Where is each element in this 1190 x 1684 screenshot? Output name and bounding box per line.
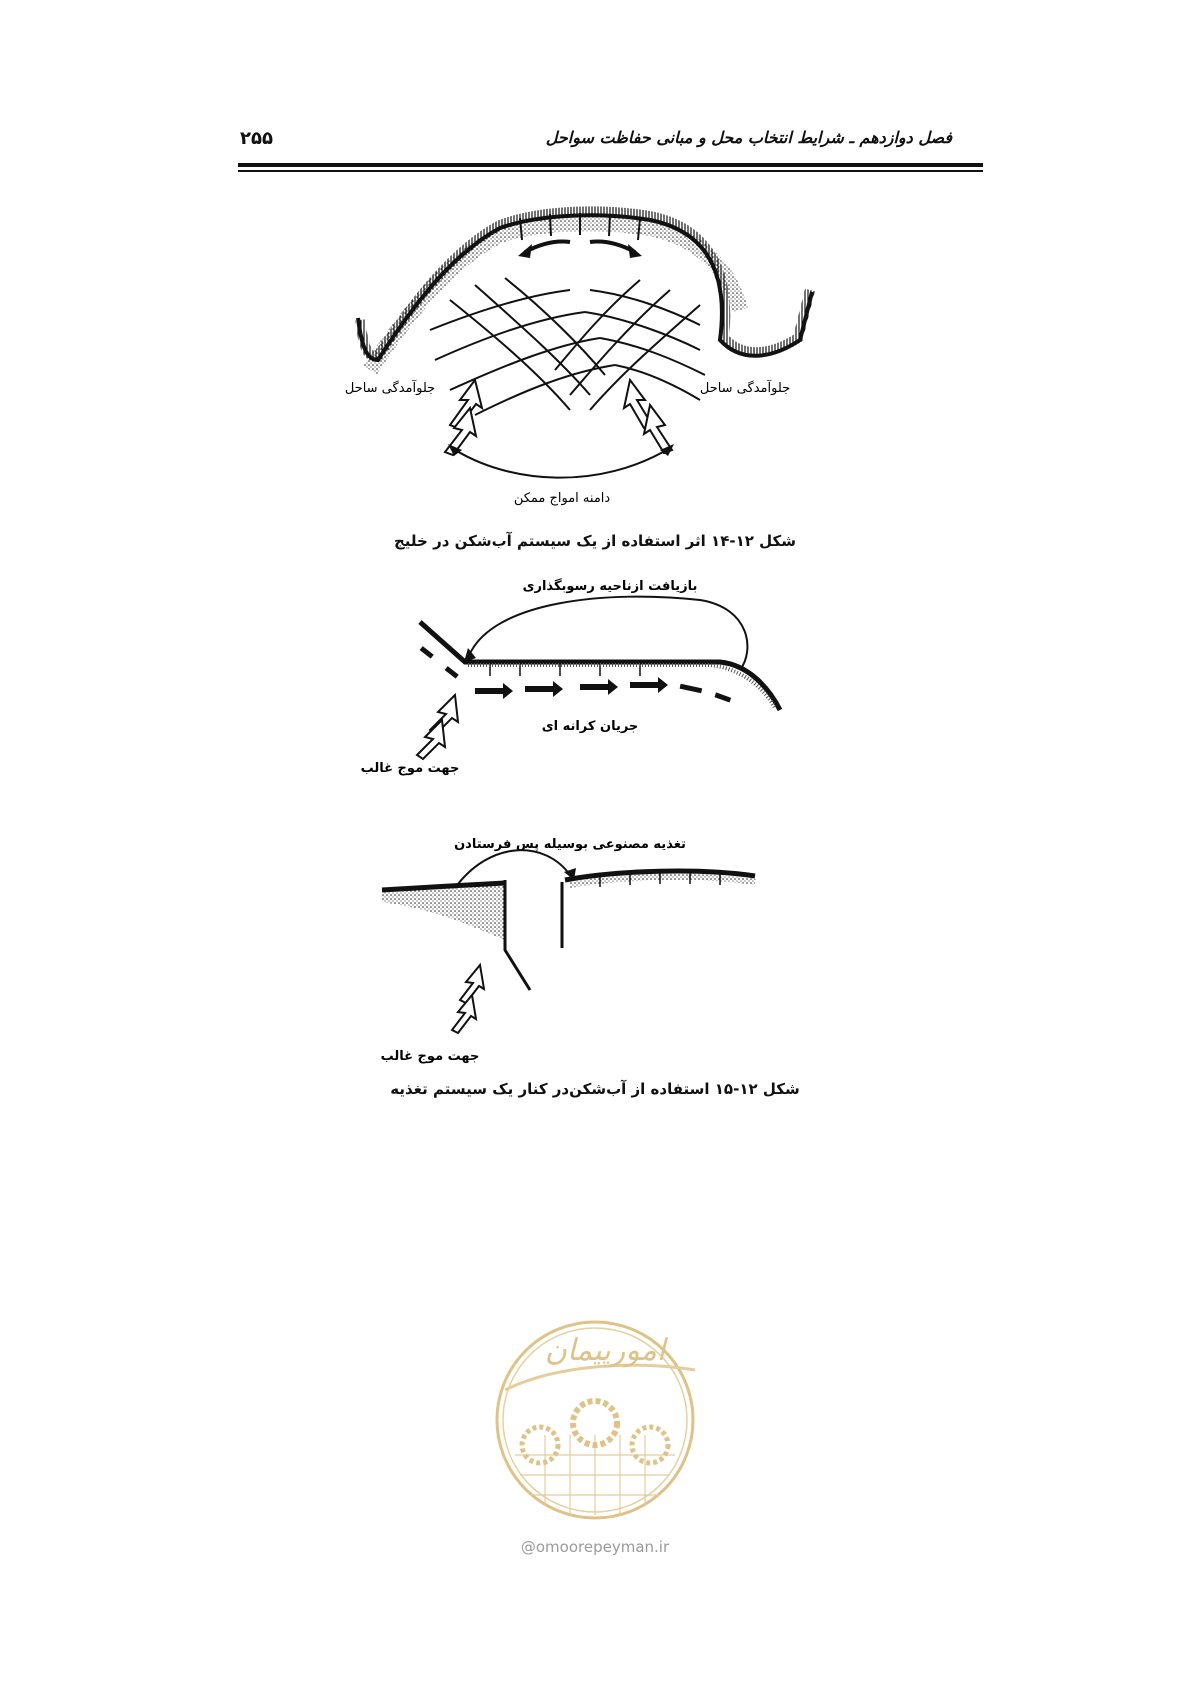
page-number: ۲۵۵ — [240, 128, 273, 149]
recycle-arc — [468, 597, 747, 670]
logo-text: امورپیمان — [544, 1333, 666, 1368]
label-recycle: بازیافت ازناحیه رسوبگذاری — [522, 579, 698, 594]
sediment-arrow-left — [525, 241, 570, 252]
label-wave-range: دامنه امواج ممکن — [513, 491, 611, 506]
figure-bay-groin-system — [300, 200, 860, 520]
header-rule — [238, 163, 983, 167]
sediment-arrow-right — [590, 241, 635, 252]
label-wave-direction: جهت موج غالب — [380, 1049, 480, 1064]
figure-groin-bypass-bottom — [370, 830, 800, 1070]
figure-14-caption: شکل ۱۲-۱۴ اثر استفاده از یک سیستم آب‌شکن در خلیج — [393, 532, 796, 550]
label-wave-direction: جهت موج غالب — [360, 761, 460, 776]
label-artificial-nourishment: تغذیه مصنوعی بوسیله پس فرستادن — [454, 837, 686, 852]
label-headland-left: جلوآمدگی ساحل — [344, 381, 436, 396]
label-longshore-current: جریان کرانه ای — [541, 719, 639, 734]
figure-groin-bypass-top — [360, 570, 800, 780]
figure-15-caption: شکل ۱۲-۱۵ استفاده از آب‌شکن‌در کنار یک سیستم تغذیه — [390, 1080, 800, 1098]
watermark-logo — [465, 1315, 725, 1525]
gear-icon — [522, 1427, 558, 1463]
wave-direction-arrows — [445, 380, 672, 455]
wave-range-arc — [452, 448, 670, 478]
header-rule-thin — [238, 170, 983, 172]
wave-direction-arrows — [417, 695, 458, 759]
wave-direction-arrows — [452, 965, 484, 1033]
groin — [505, 880, 530, 990]
gear-icon — [632, 1427, 668, 1463]
chapter-title: فصل دوازدهم ـ شرایط انتخاب محل و مبانی حفاظت سواحل — [545, 128, 952, 147]
label-headland-right: جلوآمدگی ساحل — [699, 381, 791, 396]
watermark-url: @omoorepeyman.ir — [520, 1538, 670, 1556]
accreted-sand — [382, 885, 505, 940]
